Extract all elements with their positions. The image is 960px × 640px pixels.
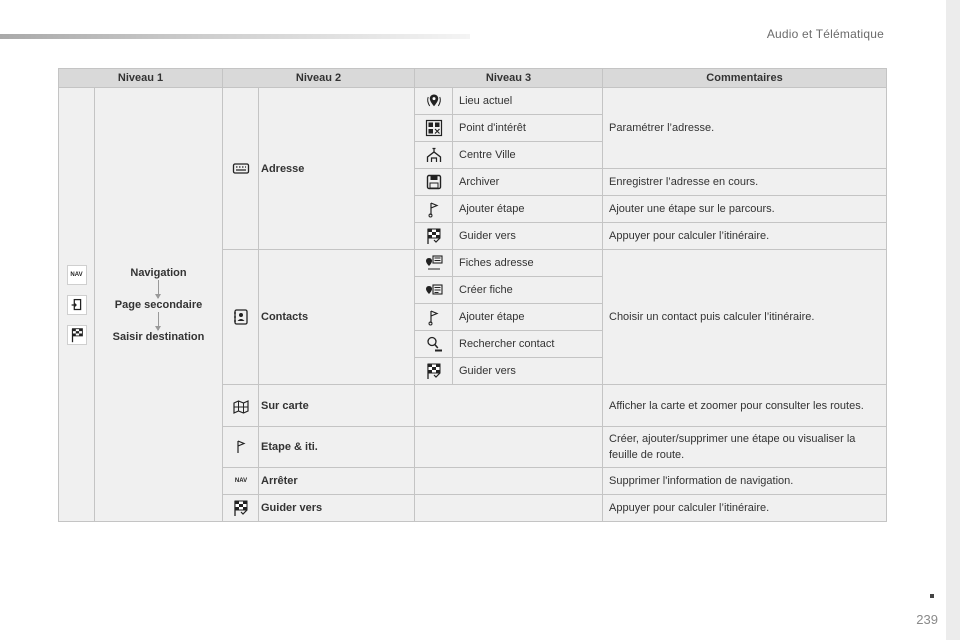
comment-cell: Créer, ajouter/supprimer une étape ou visualiser la feuille de route.	[603, 427, 887, 468]
level3-label: Ajouter étape	[453, 304, 603, 331]
level3-icon-cell	[415, 304, 453, 331]
waypoint-flag-icon	[425, 200, 443, 218]
map-icon	[232, 397, 250, 415]
side-margin	[946, 0, 960, 640]
table-row	[59, 88, 887, 115]
column-header: Commentaires	[603, 69, 887, 88]
level3-label: Archiver	[453, 169, 603, 196]
column-header: Niveau 3	[415, 69, 603, 88]
keyboard-icon	[232, 160, 250, 178]
nav-badge-icon: NAV	[67, 265, 87, 285]
empty-cell	[415, 385, 603, 427]
waypoint-flag-icon	[425, 308, 443, 326]
level3-label: Guider vers	[453, 223, 603, 250]
page-number: 239	[916, 612, 938, 627]
save-icon	[425, 173, 443, 191]
level2-icon-cell	[223, 250, 259, 385]
comment-cell: Choisir un contact puis calculer l’itinéraire.	[603, 250, 887, 385]
level3-icon-cell	[415, 250, 453, 277]
level2-icon-cell	[223, 495, 259, 522]
navigation-menu-table	[58, 68, 887, 522]
level3-icon-cell	[415, 88, 453, 115]
level3-label: Fiches adresse	[453, 250, 603, 277]
level3-icon-cell	[415, 358, 453, 385]
level1-item: Navigation	[130, 266, 187, 279]
route-flag-icon	[232, 438, 250, 456]
level1-item: Saisir destination	[112, 330, 205, 343]
comment-cell: Ajouter une étape sur le parcours.	[603, 196, 887, 223]
guidance-flag-icon	[425, 362, 443, 380]
level2-icon-cell	[223, 385, 259, 427]
comment-cell: Afficher la carte et zoomer pour consulter les routes.	[603, 385, 887, 427]
level3-icon-cell	[415, 331, 453, 358]
comment-cell: Paramétrer l’adresse.	[603, 88, 887, 169]
level3-icon-cell	[415, 196, 453, 223]
comment-cell: Appuyer pour calculer l’itinéraire.	[603, 495, 887, 522]
level3-label: Centre Ville	[453, 142, 603, 169]
empty-cell	[415, 427, 603, 468]
level1-path-cell	[95, 88, 223, 522]
level2-label: Contacts	[259, 250, 415, 385]
comment-cell: Supprimer l'information de navigation.	[603, 468, 887, 495]
level3-label: Lieu actuel	[453, 88, 603, 115]
address-card-icon	[425, 254, 443, 272]
guidance-flag-icon	[232, 499, 250, 517]
level2-label: Guider vers	[259, 495, 415, 522]
comment-cell: Enregistrer l’adresse en cours.	[603, 169, 887, 196]
level2-icon-cell	[223, 468, 259, 495]
level2-label: Adresse	[259, 88, 415, 250]
level3-icon-cell	[415, 277, 453, 304]
level3-label: Créer fiche	[453, 277, 603, 304]
empty-cell	[415, 495, 603, 522]
level1-item: Page secondaire	[114, 298, 203, 311]
city-center-icon	[425, 146, 443, 164]
level3-icon-cell	[415, 115, 453, 142]
column-header: Niveau 2	[223, 69, 415, 88]
secondary-page-icon	[67, 295, 87, 315]
guidance-flag-icon	[425, 227, 443, 245]
header-bar	[0, 34, 470, 39]
level1-icons-cell	[59, 88, 95, 522]
destination-flag-icon	[67, 325, 87, 345]
level3-label: Point d'intérêt	[453, 115, 603, 142]
level2-label: Etape & iti.	[259, 427, 415, 468]
point-of-interest-icon	[425, 119, 443, 137]
level3-icon-cell	[415, 169, 453, 196]
search-contact-icon	[425, 335, 443, 353]
contact-book-icon	[232, 308, 250, 326]
comment-cell: Appuyer pour calculer l’itinéraire.	[603, 223, 887, 250]
level2-label: Arrêter	[259, 468, 415, 495]
down-arrow-icon	[158, 312, 159, 330]
create-card-icon	[425, 281, 443, 299]
level3-icon-cell	[415, 223, 453, 250]
level3-icon-cell	[415, 142, 453, 169]
empty-cell	[415, 468, 603, 495]
level2-icon-cell	[223, 427, 259, 468]
column-header: Niveau 1	[59, 69, 223, 88]
down-arrow-icon	[158, 280, 159, 298]
table-header-row	[59, 69, 887, 88]
level3-label: Rechercher contact	[453, 331, 603, 358]
level3-label: Ajouter étape	[453, 196, 603, 223]
level3-label: Guider vers	[453, 358, 603, 385]
location-pin-icon	[425, 92, 443, 110]
level2-icon-cell	[223, 88, 259, 250]
page-marker	[930, 594, 934, 598]
level2-label: Sur carte	[259, 385, 415, 427]
nav-badge-icon: NAV	[234, 478, 248, 484]
section-title: Audio et Télématique	[766, 27, 884, 41]
